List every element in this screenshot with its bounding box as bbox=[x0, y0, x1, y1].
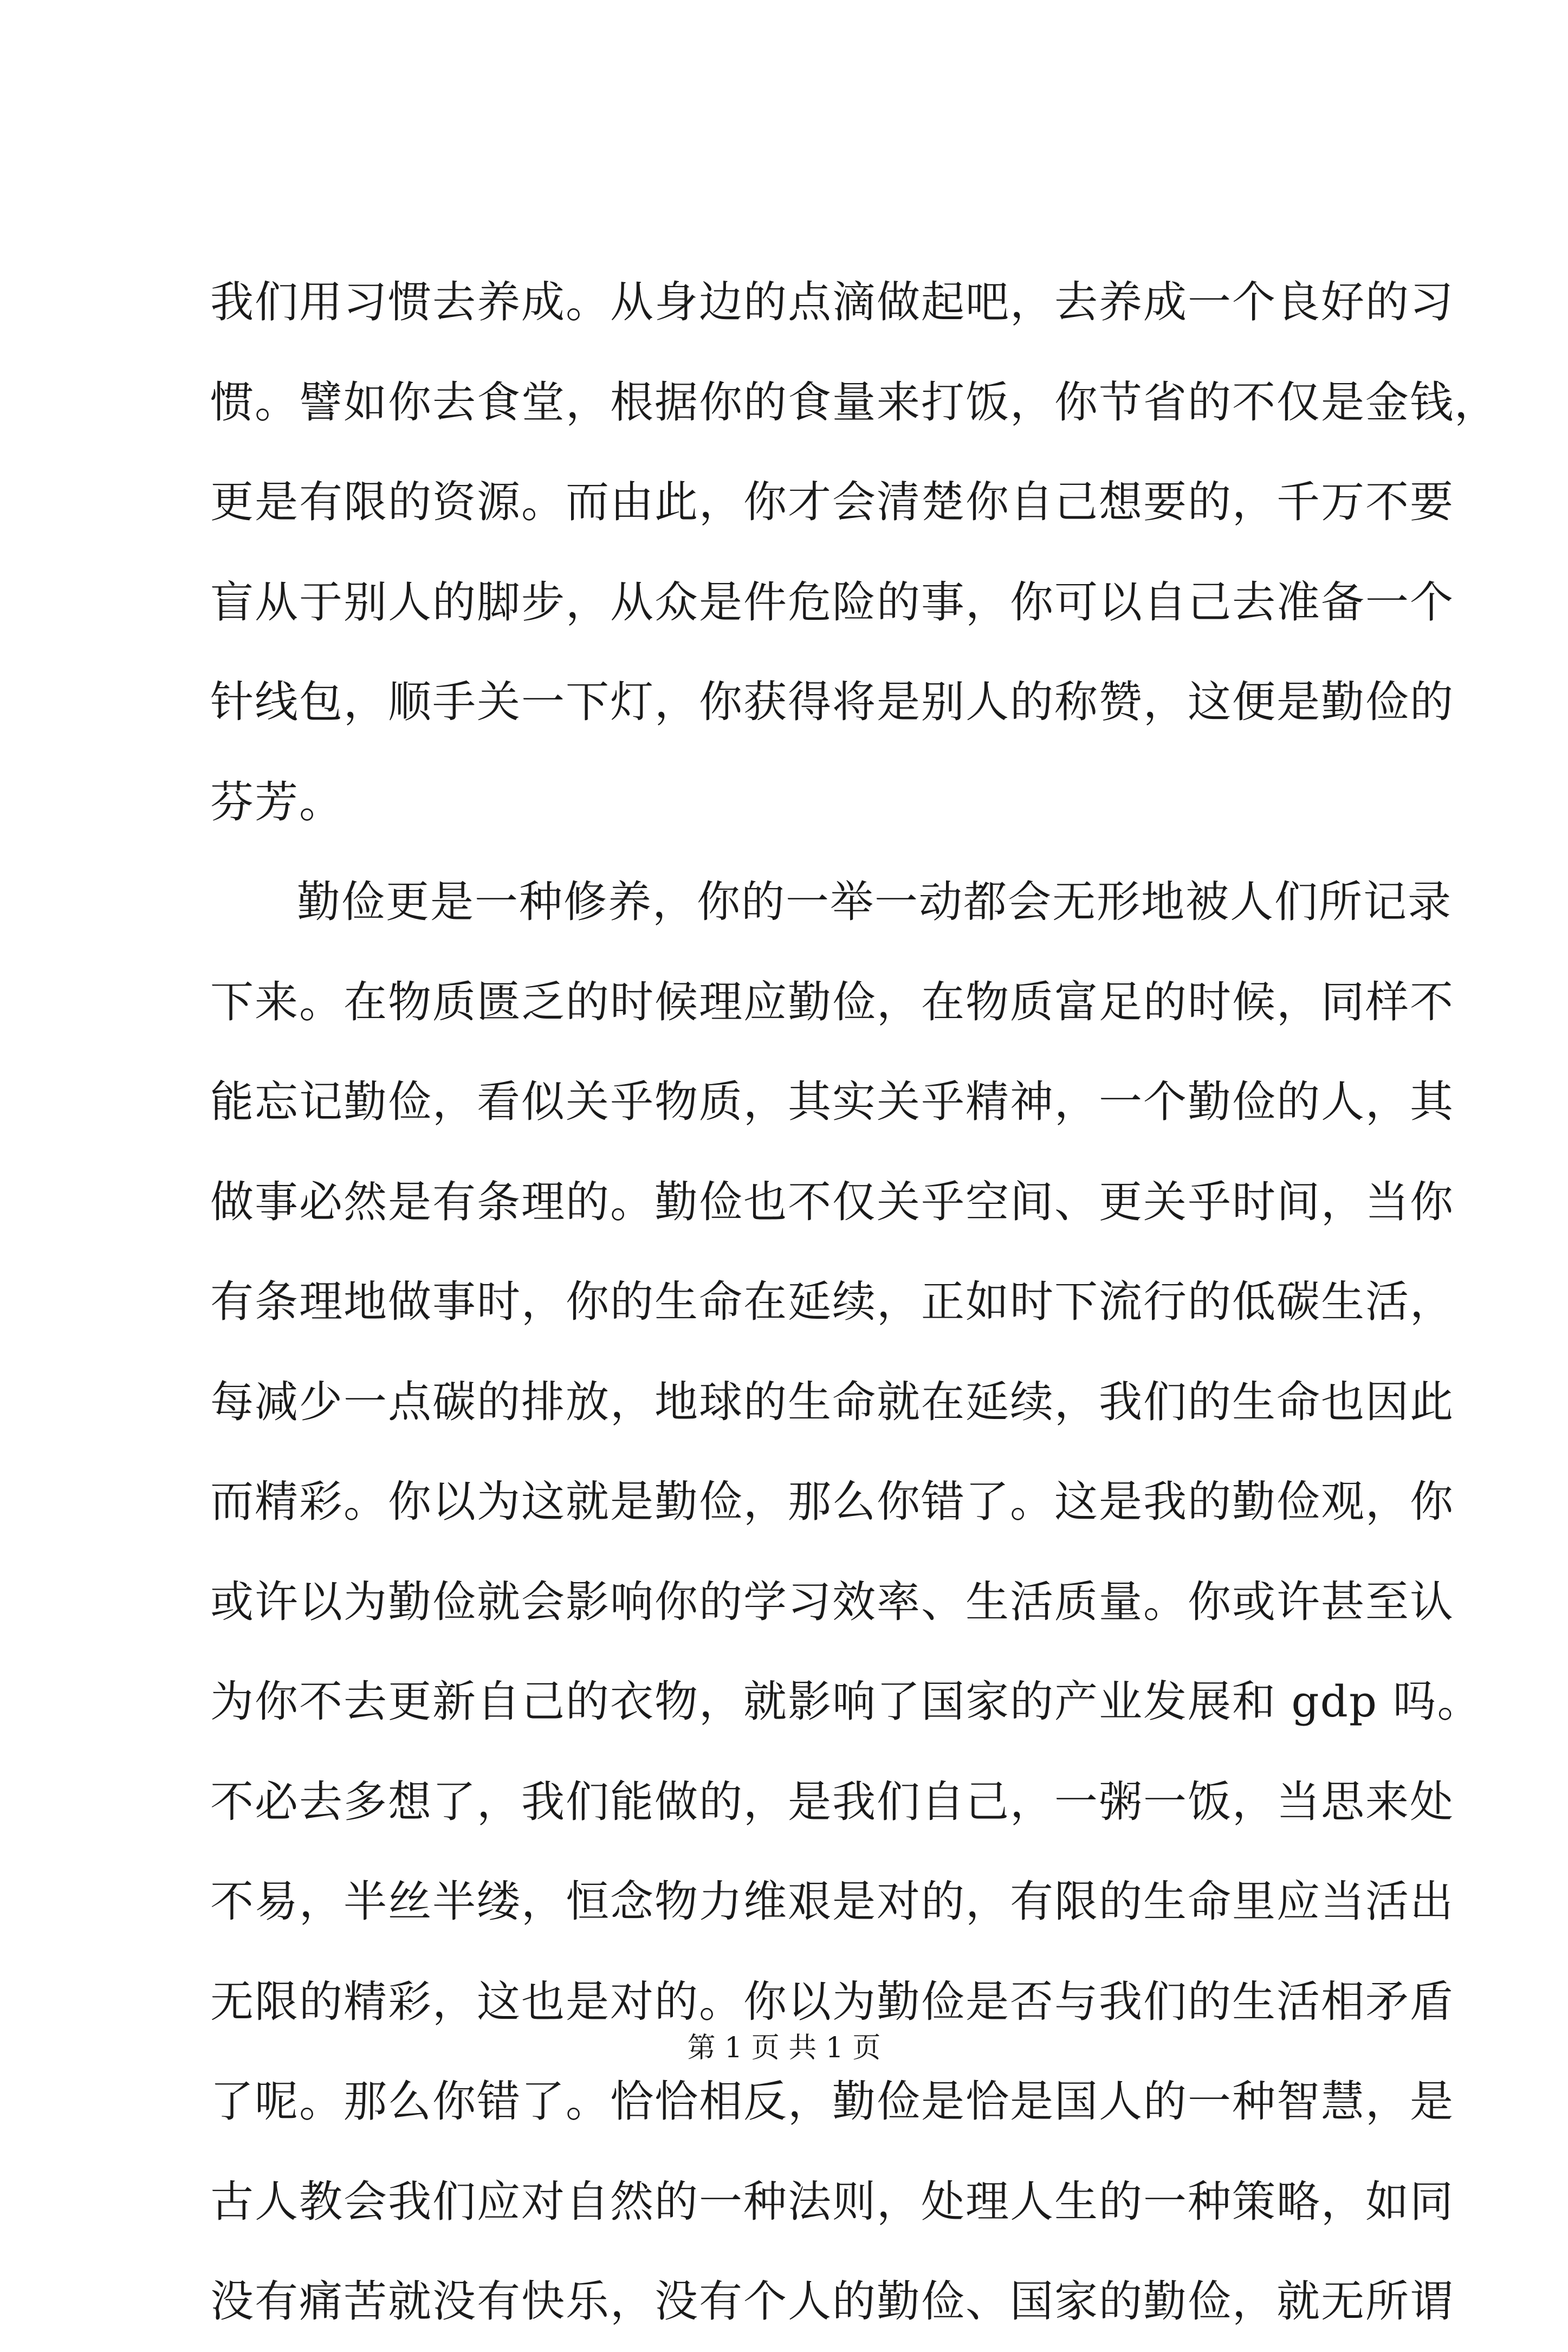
text-line: 能忘记勤俭，看似关乎物质，其实关乎精神，一个勤俭的人，其 bbox=[210, 1077, 1454, 1127]
text-line: 古人教会我们应对自然的一种法则，处理人生的一种策略，如同 bbox=[210, 2176, 1454, 2227]
text-line: 不易，半丝半缕，恒念物力维艰是对的，有限的生命里应当活出 bbox=[210, 1876, 1454, 1927]
text-line: 芬芳。 bbox=[210, 776, 344, 827]
text-line: 不必去多想了，我们能做的，是我们自己，一粥一饭，当思来处 bbox=[210, 1776, 1454, 1827]
page-footer bbox=[0, 2029, 1568, 2067]
text-line: 或许以为勤俭就会影响你的学习效率、生活质量。你或许甚至认 bbox=[210, 1576, 1454, 1627]
text-line: 做事必然是有条理的。勤俭也不仅关乎空间、更关乎时间，当你 bbox=[210, 1176, 1454, 1227]
page-number: 第 1 页 共 1 页 bbox=[687, 2032, 881, 2064]
text-line: 下来。在物质匮乏的时候理应勤俭，在物质富足的时候，同样不 bbox=[210, 976, 1454, 1027]
text-line: 我们用习惯去养成。从身边的点滴做起吧，去养成一个良好的习 bbox=[210, 277, 1454, 327]
text-line: 针线包，顺手关一下灯，你获得将是别人的称赞，这便是勤俭的 bbox=[210, 677, 1454, 727]
text-line: 每减少一点碳的排放，地球的生命就在延续，我们的生命也因此 bbox=[210, 1376, 1454, 1427]
text-line: 盲从于别人的脚步，从众是件危险的事，你可以自己去准备一个 bbox=[210, 576, 1454, 627]
text-line: 惯。譬如你去食堂，根据你的食量来打饭，你节省的不仅是金钱， bbox=[210, 377, 1499, 427]
text-line: 没有痛苦就没有快乐，没有个人的勤俭、国家的勤俭，就无所谓 bbox=[210, 2276, 1454, 2327]
text-line: 有条理地做事时，你的生命在延续，正如时下流行的低碳生活， bbox=[210, 1277, 1454, 1327]
text-line: 了呢。那么你错了。恰恰相反，勤俭是恰是国人的一种智慧，是 bbox=[210, 2076, 1454, 2127]
text-line: 更是有限的资源。而由此，你才会清楚你自己想要的，千万不要 bbox=[210, 477, 1454, 527]
text-line: 无限的精彩，这也是对的。你以为勤俭是否与我们的生活相矛盾 bbox=[210, 1976, 1454, 2027]
text-line: 为你不去更新自己的衣物，就影响了国家的产业发展和 gdp 吗。 bbox=[210, 1676, 1482, 1727]
text-line: 而精彩。你以为这就是勤俭，那么你错了。这是我的勤俭观，你 bbox=[210, 1476, 1454, 1527]
paragraph-first-line: 勤俭更是一种修养，你的一举一动都会无形地被人们所记录 bbox=[297, 877, 1452, 927]
